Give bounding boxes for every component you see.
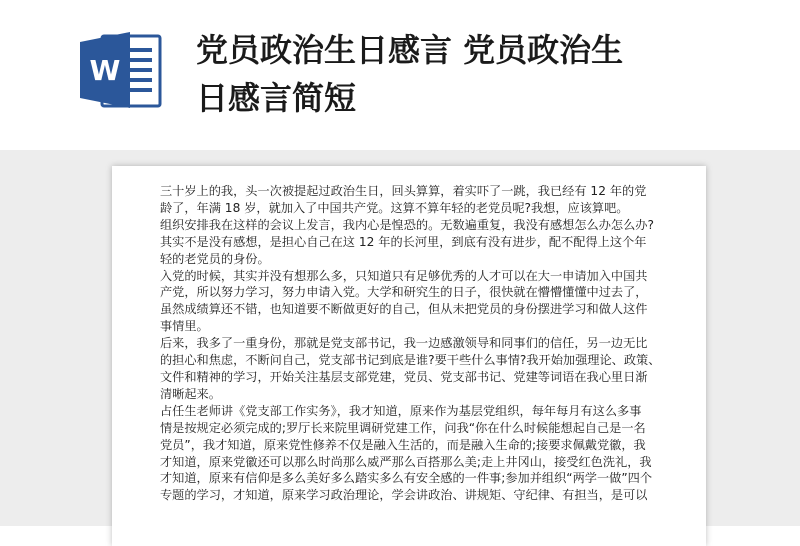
text-line: 占任生老师讲《党支部工作实务》，我才知道，原来作为基层党组织，每年每月有这么多事 [160,403,642,418]
text-line: 党员”，我才知道，原来党性修养不仅是融入生活的，而是融入生命的;接要求佩戴党徽，我 [160,437,646,452]
title-line-1: 党员政治生日感言 党员政治生 [196,31,624,69]
text-line: 才知道，原来党徽还可以那么时尚那么威严那么百搭那么美;走上井冈山，接受红色洗礼，我 [160,454,652,469]
page-title [196,26,776,122]
text-line: 才知道，原来有信仰是多么美好多么踏实多么有安全感的一件事;参加并组织“两学一做”四个 [160,471,653,486]
text-line: 入党的时候，其实并没有想那么多，只知道只有足够优秀的人才可以在大一申请加入中国共 [160,268,648,283]
text-line: 文件和精神的学习，开始关注基层支部党建，党员、党支部书记、党建等词语在我心里日渐 [160,369,648,384]
text-line: 其实不是没有感想，是担心自己在这 12 年的长河里，到底有没有进步，配不配得上这个年 [160,234,647,249]
text-line: 组织安排我在这样的会议上发言，我内心是惶恐的。无数遍重复，我没有感想怎么办怎么办? [160,217,654,232]
text-line: 产党，所以努力学习，努力申请入党。大学和研究生的日子，很快就在懵懵懂懂中过去了， [160,285,648,300]
word-icon-letter: W [89,54,121,87]
text-line: 龄了，年满 18 岁，就加入了中国共产党。这算不算年轻的老党员呢?我想，应该算吧。 [160,200,629,215]
document-header [0,0,800,150]
document-body [160,183,660,504]
text-line: 情是按规定必须完成的;罗厅长来院里调研党建工作，问我“你在什么时候能想起自己是一名 [160,420,646,435]
title-line-2: 日感言简短 [196,79,357,117]
text-line: 后来，我多了一重身份，那就是党支部书记，我一边感激领导和同事们的信任，另一边无比 [160,336,648,351]
document-page [112,166,706,546]
text-line: 三十岁上的我，头一次被提起过政治生日，回头算算，着实吓了一跳，我已经有 12 年的党 [160,184,647,198]
text-line: 的担心和焦虑，不断问自己，党支部书记到底是谁?要干些什么事情?我开始加强理论、政策、 [160,353,661,368]
text-line: 轻的老党员的身份。 [160,251,270,266]
word-app-icon [78,30,164,110]
text-line: 虽然成绩算还不错，也知道要不断做更好的自己，但从未把党员的身份摆进学习和做人这件 [160,302,648,317]
text-line: 清晰起来。 [160,386,221,401]
text-line: 事情里。 [160,319,209,334]
text-line: 专题的学习，才知道，原来学习政治理论，学会讲政治、讲规矩、守纪律、有担当，是可以 [160,488,648,503]
